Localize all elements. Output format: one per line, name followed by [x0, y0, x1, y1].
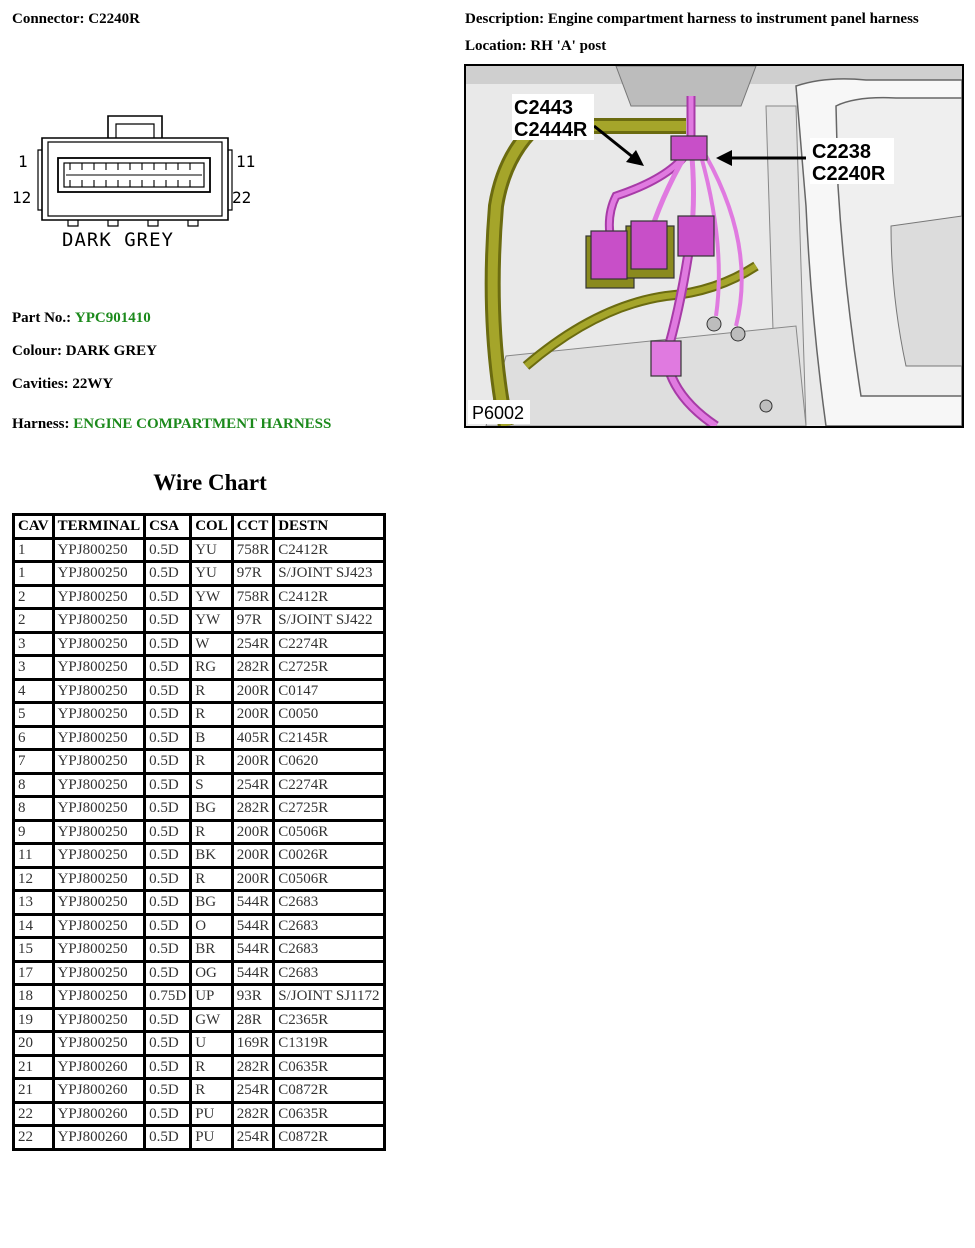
table-cell: R — [191, 1079, 233, 1103]
column-header: CAV — [14, 515, 54, 539]
table-cell: YPJ800250 — [53, 609, 145, 633]
table-cell: 0.5D — [145, 867, 191, 891]
harness-line — [12, 416, 331, 433]
table-cell: O — [191, 914, 233, 938]
column-header: COL — [191, 515, 233, 539]
table-cell: 254R — [232, 632, 274, 656]
column-header: DESTN — [274, 515, 384, 539]
table-cell: 0.5D — [145, 773, 191, 797]
table-cell: 0.5D — [145, 914, 191, 938]
table-cell: YPJ800250 — [53, 656, 145, 680]
table-cell: YPJ800250 — [53, 1032, 145, 1056]
table-cell: C2412R — [274, 538, 384, 562]
table-cell: 0.5D — [145, 703, 191, 727]
table-cell: 282R — [232, 1055, 274, 1079]
table-cell: YPJ800250 — [53, 797, 145, 821]
table-cell: C0506R — [274, 820, 384, 844]
table-cell: RG — [191, 656, 233, 680]
table-cell: C0635R — [274, 1102, 384, 1126]
table-cell: 2 — [14, 585, 54, 609]
table-cell: R — [191, 867, 233, 891]
table-cell: YPJ800250 — [53, 938, 145, 962]
table-cell: C2365R — [274, 1008, 384, 1032]
table-cell: S/JOINT SJ423 — [274, 562, 384, 586]
table-cell: B — [191, 726, 233, 750]
table-cell: C1319R — [274, 1032, 384, 1056]
table-cell: C2274R — [274, 632, 384, 656]
table-cell: 13 — [14, 891, 54, 915]
table-cell: C2145R — [274, 726, 384, 750]
table-row — [14, 609, 385, 633]
table-cell: 758R — [232, 538, 274, 562]
table-cell: 169R — [232, 1032, 274, 1056]
table-row — [14, 891, 385, 915]
table-cell: 18 — [14, 985, 54, 1009]
table-row — [14, 632, 385, 656]
table-cell: YPJ800250 — [53, 844, 145, 868]
colour-line — [12, 343, 157, 360]
table-cell: BG — [191, 797, 233, 821]
part-number-label: Part No.: — [12, 310, 72, 326]
connector-label: Connector: — [12, 11, 85, 27]
table-cell: S — [191, 773, 233, 797]
table-row — [14, 1032, 385, 1056]
table-cell: 0.5D — [145, 585, 191, 609]
table-cell: U — [191, 1032, 233, 1056]
table-row — [14, 562, 385, 586]
table-cell: 0.5D — [145, 562, 191, 586]
table-cell: YPJ800250 — [53, 632, 145, 656]
table-cell: 0.5D — [145, 891, 191, 915]
table-cell: 97R — [232, 609, 274, 633]
table-cell: C2725R — [274, 797, 384, 821]
table-cell: GW — [191, 1008, 233, 1032]
part-number-line — [12, 310, 151, 327]
connector-face-diagram — [8, 110, 268, 260]
table-cell: 2 — [14, 609, 54, 633]
table-cell: 0.5D — [145, 726, 191, 750]
table-cell: 0.5D — [145, 1079, 191, 1103]
connector-value: C2240R — [88, 11, 140, 27]
table-cell: 282R — [232, 656, 274, 680]
table-cell: 0.5D — [145, 750, 191, 774]
table-cell: UP — [191, 985, 233, 1009]
table-cell: 282R — [232, 1102, 274, 1126]
table-row — [14, 679, 385, 703]
table-cell: 3 — [14, 656, 54, 680]
figure-id: P6002 — [472, 403, 525, 423]
table-row — [14, 1126, 385, 1150]
table-row — [14, 820, 385, 844]
table-cell: C0872R — [274, 1126, 384, 1150]
table-cell: 200R — [232, 867, 274, 891]
table-cell: 12 — [14, 867, 54, 891]
pin-label-12: 12 — [12, 188, 32, 207]
table-cell: 200R — [232, 703, 274, 727]
colour-value: DARK GREY — [65, 343, 158, 359]
connector-heading — [12, 11, 140, 28]
table-row — [14, 1055, 385, 1079]
table-cell: 544R — [232, 891, 274, 915]
table-cell: YPJ800250 — [53, 750, 145, 774]
table-cell: 17 — [14, 961, 54, 985]
table-cell: R — [191, 1055, 233, 1079]
table-row — [14, 1008, 385, 1032]
callout-c2444r: C2444R — [514, 119, 588, 141]
table-cell: C2683 — [274, 891, 384, 915]
table-cell: PU — [191, 1126, 233, 1150]
table-cell: 22 — [14, 1102, 54, 1126]
table-cell: 0.75D — [145, 985, 191, 1009]
part-number-value: YPC901410 — [74, 310, 151, 326]
location-illustration — [464, 64, 964, 428]
wire-chart-table — [12, 513, 386, 1151]
table-cell: R — [191, 703, 233, 727]
table-cell: 544R — [232, 961, 274, 985]
table-cell: C0872R — [274, 1079, 384, 1103]
table-cell: 282R — [232, 797, 274, 821]
table-cell: 1 — [14, 538, 54, 562]
table-cell: C0635R — [274, 1055, 384, 1079]
table-cell: 0.5D — [145, 538, 191, 562]
table-cell: 0.5D — [145, 632, 191, 656]
table-cell: YPJ800250 — [53, 914, 145, 938]
table-cell: YPJ800250 — [53, 820, 145, 844]
table-cell: 200R — [232, 750, 274, 774]
table-cell: 0.5D — [145, 679, 191, 703]
table-cell: 8 — [14, 773, 54, 797]
table-cell: 6 — [14, 726, 54, 750]
description-label: Description: — [465, 11, 545, 27]
column-header: CSA — [145, 515, 191, 539]
table-cell: 28R — [232, 1008, 274, 1032]
table-row — [14, 938, 385, 962]
table-cell: YW — [191, 585, 233, 609]
table-row — [14, 797, 385, 821]
table-cell: YPJ800250 — [53, 562, 145, 586]
cavities-line — [12, 376, 113, 393]
table-cell: 8 — [14, 797, 54, 821]
table-cell: 0.5D — [145, 797, 191, 821]
table-cell: 0.5D — [145, 1102, 191, 1126]
location-line — [465, 38, 606, 55]
table-cell: YPJ800250 — [53, 773, 145, 797]
table-cell: 15 — [14, 938, 54, 962]
table-cell: YPJ800250 — [53, 585, 145, 609]
wire-chart-body — [14, 538, 385, 1149]
table-cell: 200R — [232, 820, 274, 844]
table-cell: C2412R — [274, 585, 384, 609]
table-row — [14, 985, 385, 1009]
table-cell: 14 — [14, 914, 54, 938]
table-cell: 254R — [232, 1126, 274, 1150]
callout-c2240r: C2240R — [812, 163, 886, 185]
table-cell: R — [191, 820, 233, 844]
table-cell: S/JOINT SJ1172 — [274, 985, 384, 1009]
table-cell: C2274R — [274, 773, 384, 797]
table-cell: YPJ800250 — [53, 891, 145, 915]
table-cell: 93R — [232, 985, 274, 1009]
table-row — [14, 750, 385, 774]
table-cell: YPJ800250 — [53, 985, 145, 1009]
table-cell: C2683 — [274, 961, 384, 985]
callout-c2443: C2443 — [514, 97, 573, 119]
table-row — [14, 726, 385, 750]
table-cell: YPJ800260 — [53, 1126, 145, 1150]
table-cell: 544R — [232, 914, 274, 938]
table-row — [14, 656, 385, 680]
table-cell: 0.5D — [145, 1126, 191, 1150]
location-value: RH 'A' post — [530, 38, 607, 54]
table-cell: YPJ800250 — [53, 867, 145, 891]
table-cell: C0506R — [274, 867, 384, 891]
table-row — [14, 844, 385, 868]
table-cell: 21 — [14, 1079, 54, 1103]
table-cell: W — [191, 632, 233, 656]
table-cell: YPJ800250 — [53, 538, 145, 562]
table-cell: 19 — [14, 1008, 54, 1032]
table-cell: 21 — [14, 1055, 54, 1079]
table-row — [14, 538, 385, 562]
table-cell: 97R — [232, 562, 274, 586]
wire-chart-title: Wire Chart — [153, 470, 267, 495]
table-cell: 0.5D — [145, 656, 191, 680]
table-cell: YPJ800250 — [53, 1008, 145, 1032]
table-row — [14, 867, 385, 891]
table-cell: YPJ800260 — [53, 1055, 145, 1079]
harness-value: ENGINE COMPARTMENT HARNESS — [73, 416, 332, 432]
table-cell: PU — [191, 1102, 233, 1126]
table-cell: C0620 — [274, 750, 384, 774]
table-row — [14, 914, 385, 938]
table-cell: 0.5D — [145, 1008, 191, 1032]
table-cell: 0.5D — [145, 1055, 191, 1079]
cavities-value: 22WY — [72, 376, 114, 392]
table-cell: 254R — [232, 1079, 274, 1103]
table-cell: 22 — [14, 1126, 54, 1150]
column-header: CCT — [232, 515, 274, 539]
table-cell: 9 — [14, 820, 54, 844]
table-cell: YU — [191, 538, 233, 562]
table-cell: R — [191, 750, 233, 774]
harness-label: Harness: — [12, 416, 70, 432]
table-cell: YU — [191, 562, 233, 586]
table-cell: C0050 — [274, 703, 384, 727]
table-cell: 3 — [14, 632, 54, 656]
table-cell: 4 — [14, 679, 54, 703]
table-row — [14, 1102, 385, 1126]
table-cell: YPJ800250 — [53, 679, 145, 703]
description-value: Engine compartment harness to instrument panel harness — [547, 11, 919, 27]
table-cell: BK — [191, 844, 233, 868]
table-cell: YPJ800250 — [53, 961, 145, 985]
cavities-label: Cavities: — [12, 376, 69, 392]
column-header: TERMINAL — [53, 515, 145, 539]
table-cell: 1 — [14, 562, 54, 586]
table-cell: 0.5D — [145, 820, 191, 844]
table-cell: 0.5D — [145, 1032, 191, 1056]
colour-label: Colour: — [12, 343, 62, 359]
table-cell: YW — [191, 609, 233, 633]
table-cell: R — [191, 679, 233, 703]
table-cell: C2725R — [274, 656, 384, 680]
callout-c2238: C2238 — [812, 141, 871, 163]
table-cell: YPJ800250 — [53, 703, 145, 727]
table-cell: 0.5D — [145, 938, 191, 962]
table-cell: YPJ800250 — [53, 726, 145, 750]
table-cell: 5 — [14, 703, 54, 727]
table-row — [14, 585, 385, 609]
table-cell: 254R — [232, 773, 274, 797]
table-cell: C0026R — [274, 844, 384, 868]
table-cell: 758R — [232, 585, 274, 609]
table-cell: 200R — [232, 679, 274, 703]
table-cell: OG — [191, 961, 233, 985]
table-cell: 200R — [232, 844, 274, 868]
table-cell: 0.5D — [145, 844, 191, 868]
location-label: Location: — [465, 38, 527, 54]
pin-label-11: 11 — [236, 152, 256, 171]
table-cell: C2683 — [274, 914, 384, 938]
table-cell: C2683 — [274, 938, 384, 962]
pin-label-22: 22 — [232, 188, 252, 207]
table-cell: YPJ800260 — [53, 1102, 145, 1126]
table-header-row — [14, 515, 385, 539]
table-cell: 7 — [14, 750, 54, 774]
table-cell: YPJ800260 — [53, 1079, 145, 1103]
table-row — [14, 1079, 385, 1103]
table-cell: 11 — [14, 844, 54, 868]
table-row — [14, 961, 385, 985]
table-cell: 0.5D — [145, 961, 191, 985]
connector-colour-caption: DARK GREY — [62, 229, 174, 251]
table-cell: C0147 — [274, 679, 384, 703]
table-cell: 20 — [14, 1032, 54, 1056]
table-cell: BG — [191, 891, 233, 915]
pin-label-1: 1 — [18, 152, 28, 171]
table-row — [14, 773, 385, 797]
table-cell: BR — [191, 938, 233, 962]
table-cell: 0.5D — [145, 609, 191, 633]
table-row — [14, 703, 385, 727]
table-cell: 544R — [232, 938, 274, 962]
table-cell: 405R — [232, 726, 274, 750]
description-line — [465, 11, 919, 28]
table-cell: S/JOINT SJ422 — [274, 609, 384, 633]
